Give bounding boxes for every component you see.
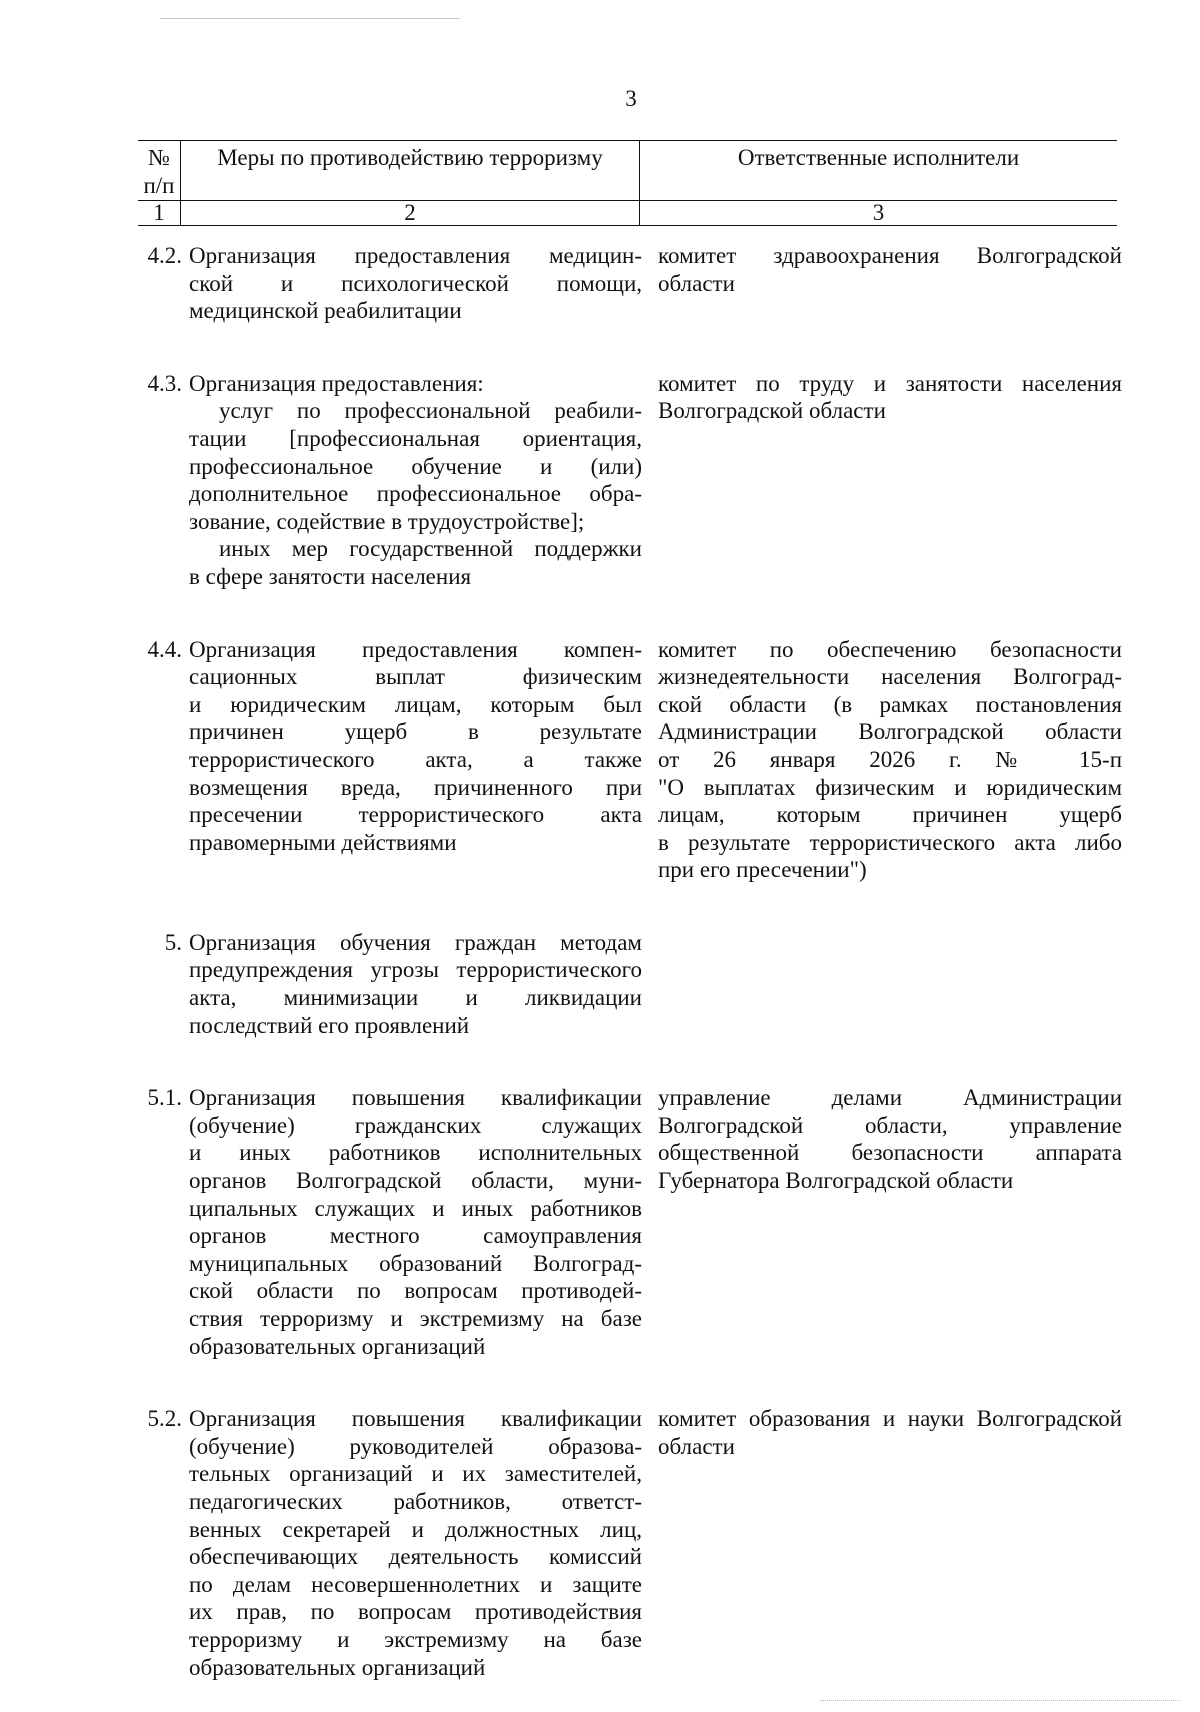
table-row bbox=[132, 1405, 1122, 1681]
executor-line: комитет по труду и занятости населения bbox=[658, 370, 1122, 396]
executor-line: комитет здравоохранения Волгоградской bbox=[658, 243, 1122, 268]
executor-line: комитет по обеспечению безопасности bbox=[658, 636, 1122, 662]
measure-line: и юридическим лицам, которым был bbox=[189, 691, 642, 717]
row-measure bbox=[189, 1405, 642, 1681]
measure-line: педагогических работников, ответст- bbox=[189, 1488, 642, 1514]
measure-line: венных секретарей и должностных лиц, bbox=[189, 1516, 642, 1542]
measure-line: возмещения вреда, причиненного при bbox=[189, 774, 642, 800]
measure-line: предупреждения угрозы террористического bbox=[189, 957, 642, 983]
executor-line: комитет образования и науки Волгоградской bbox=[658, 1406, 1122, 1432]
measure-line: Организация повышения квалификации bbox=[189, 1085, 642, 1111]
row-measure bbox=[189, 929, 642, 1039]
row-executor bbox=[658, 636, 1122, 884]
executor-line: "О выплатах физическим и юридическим bbox=[658, 774, 1122, 800]
row-number: 4.3. bbox=[147, 370, 182, 396]
scan-edge-line-bottom bbox=[820, 1700, 1180, 1701]
row-measure bbox=[189, 370, 642, 591]
header-num-1: 1 bbox=[138, 201, 181, 226]
row-measure bbox=[189, 1084, 642, 1360]
row-number: 5.1. bbox=[147, 1085, 182, 1111]
header-col-executors-label: Ответственные исполнители bbox=[737, 145, 1020, 170]
measure-line: Организация предоставления: bbox=[189, 370, 484, 396]
measure-line: террористического акта, а также bbox=[189, 746, 642, 772]
measure-line: образовательных организаций bbox=[189, 1333, 486, 1359]
executor-line: Волгоградской области, управление bbox=[658, 1112, 1122, 1138]
header-col-executors bbox=[640, 141, 1118, 201]
measures-table-header bbox=[138, 140, 1117, 226]
row-executor bbox=[658, 1084, 1122, 1360]
measure-line: ципальных служащих и иных работников bbox=[189, 1195, 642, 1221]
measure-line: ствия терроризму и экстремизму на базе bbox=[189, 1306, 642, 1331]
measure-line: по делам несовершеннолетних и защите bbox=[189, 1571, 642, 1597]
measure-line: органов местного самоуправления bbox=[189, 1223, 642, 1249]
row-number: 5.2. bbox=[147, 1406, 182, 1432]
measure-line: в сфере занятости населения bbox=[189, 563, 472, 589]
measure-line: Организация обучения граждан методам bbox=[189, 929, 642, 955]
row-measure bbox=[189, 242, 642, 325]
measure-line: зование, содействие в трудоустройстве]; bbox=[189, 508, 585, 534]
table-row bbox=[132, 636, 1122, 884]
executor-line: области bbox=[658, 1433, 735, 1459]
executor-line: общественной безопасности аппарата bbox=[658, 1140, 1122, 1166]
row-executor bbox=[658, 929, 1122, 1039]
page-number: 3 bbox=[625, 86, 637, 111]
measure-line: правомерными действиями bbox=[189, 829, 457, 855]
measure-line: причинен ущерб в результате bbox=[189, 719, 642, 745]
measure-line: (обучение) руководителей образова- bbox=[189, 1433, 642, 1459]
header-col-number-label: № п/п bbox=[143, 145, 175, 198]
table-row bbox=[132, 1084, 1122, 1360]
executor-line: области bbox=[658, 270, 735, 296]
measure-line: муниципальных образований Волгоград- bbox=[189, 1250, 642, 1276]
measure-line: органов Волгоградской области, муни- bbox=[189, 1168, 642, 1194]
table-body bbox=[132, 242, 1122, 1681]
executor-line: управление делами Администрации bbox=[658, 1085, 1122, 1111]
row-number: 4.4. bbox=[147, 636, 182, 662]
measure-line: последствий его проявлений bbox=[189, 1012, 470, 1038]
measure-line: (обучение) гражданских служащих bbox=[189, 1112, 642, 1138]
measure-line: образовательных организаций bbox=[189, 1654, 486, 1680]
header-col-measures bbox=[181, 141, 640, 201]
measure-line: терроризму и экстремизму на базе bbox=[189, 1626, 642, 1652]
table-row bbox=[132, 370, 1122, 591]
measure-line: акта, минимизации и ликвидации bbox=[189, 985, 642, 1011]
measure-line: ской и психологической помощи, bbox=[189, 270, 642, 296]
row-number: 5. bbox=[164, 929, 182, 955]
row-executor bbox=[658, 242, 1122, 325]
measure-line: профессиональное обучение и (или) bbox=[189, 453, 642, 479]
executor-line: от 26 января 2026 г. № 15-п bbox=[658, 746, 1122, 772]
measure-line: медицинской реабилитации bbox=[189, 298, 462, 324]
header-num-2: 2 bbox=[181, 201, 640, 226]
row-executor bbox=[658, 370, 1122, 591]
row-executor bbox=[658, 1405, 1122, 1681]
header-col-number bbox=[138, 141, 181, 201]
row-measure bbox=[189, 636, 642, 884]
measure-line: дополнительное профессиональное обра- bbox=[189, 481, 642, 507]
measure-line: тации [профессиональная ориентация, bbox=[189, 425, 642, 451]
measure-line: их прав, по вопросам противодействия bbox=[189, 1599, 642, 1625]
measure-line: обеспечивающих деятельность комиссий bbox=[189, 1544, 642, 1570]
measure-line: услуг по профессиональной реабили- bbox=[219, 398, 642, 424]
measure-line: Организация предоставления медицин- bbox=[189, 243, 642, 268]
executor-line: Администрации Волгоградской области bbox=[658, 719, 1122, 745]
header-num-3: 3 bbox=[640, 201, 1118, 226]
header-col-measures-label: Меры по противодействию терроризму bbox=[217, 145, 603, 170]
executor-line: при его пресечении") bbox=[658, 857, 867, 883]
measure-line: тельных организаций и их заместителей, bbox=[189, 1461, 642, 1487]
measure-line: Организация повышения квалификации bbox=[189, 1406, 642, 1432]
scan-edge-line bbox=[160, 18, 460, 19]
measure-line: Организация предоставления компен- bbox=[189, 636, 642, 662]
measure-line: иных мер государственной поддержки bbox=[219, 536, 642, 562]
executor-line: Волгоградской области bbox=[658, 398, 886, 424]
executor-line: лицам, которым причинен ущерб bbox=[658, 802, 1122, 828]
executor-line: жизнедеятельности населения Волгоград- bbox=[658, 664, 1122, 690]
measure-line: пресечении террористического акта bbox=[189, 802, 642, 828]
table-row bbox=[132, 929, 1118, 1039]
row-number: 4.2. bbox=[147, 243, 182, 268]
executor-line: ской области (в рамках постановления bbox=[658, 691, 1122, 717]
measure-line: сационных выплат физическим bbox=[189, 664, 642, 690]
table-row bbox=[132, 242, 1122, 325]
measure-line: ской области по вопросам противодей- bbox=[189, 1278, 642, 1304]
executor-line: Губернатора Волгоградской области bbox=[658, 1168, 1014, 1194]
executor-line: в результате террористического акта либо bbox=[658, 829, 1122, 855]
measure-line: и иных работников исполнительных bbox=[189, 1140, 642, 1166]
